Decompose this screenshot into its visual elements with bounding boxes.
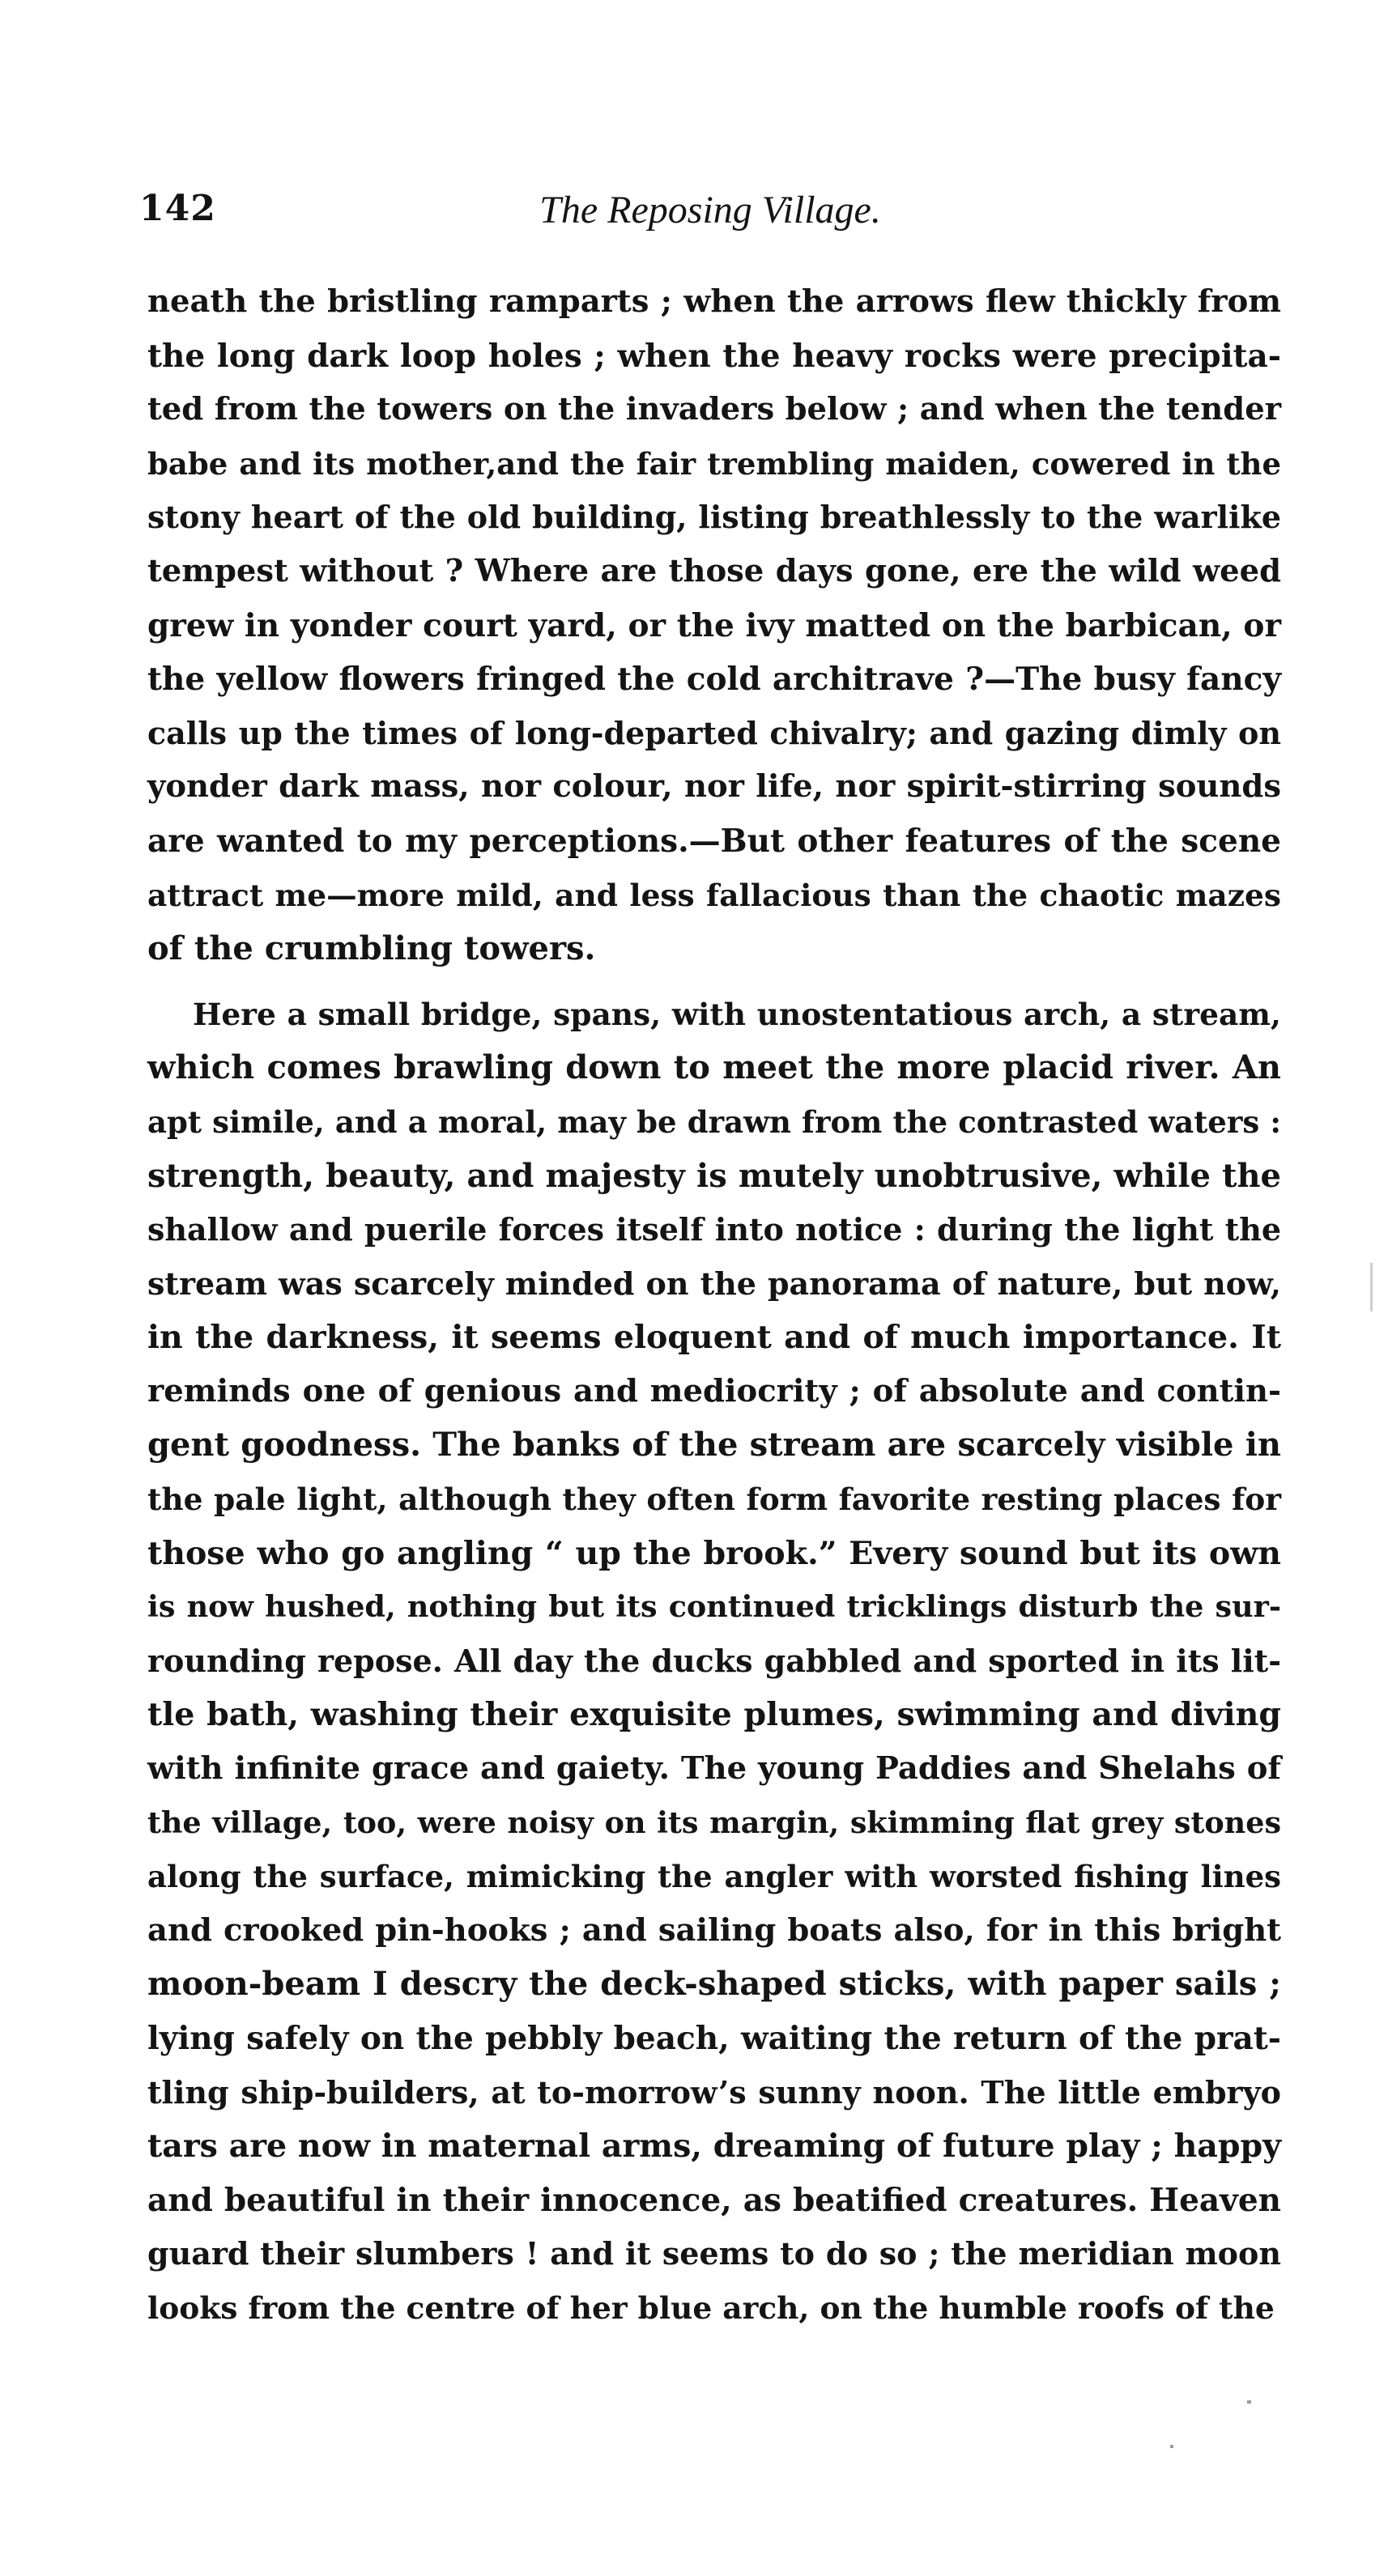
paragraph	[147, 275, 1281, 976]
text-line: attract me—more mild, and less fallacious than the chaotic mazes	[147, 877, 1281, 913]
text-line: which comes brawling down to meet the more placid river. An	[147, 1048, 1281, 1087]
text-line: guard their slumbers ! and it seems to do so ; the meridian moon	[147, 2235, 1281, 2272]
text-line: apt simile, and a moral, may be drawn from the contrasted waters :	[147, 1103, 1281, 1140]
text-line: tempest without ? Where are those days gone, ere the wild weed	[147, 552, 1281, 589]
text-line: tars are now in maternal arms, dreaming of future play ; happy	[147, 2128, 1282, 2166]
text-line: babe and its mother,and the fair trembling maiden, cowered in the	[147, 445, 1281, 482]
text-line: strength, beauty, and majesty is mutely unobtrusive, while the	[147, 1156, 1281, 1195]
text-line: ted from the towers on the invaders below ; and when the tender	[147, 391, 1281, 428]
text-line: tle bath, washing their exquisite plumes, swimming and diving	[147, 1696, 1281, 1734]
text-line: looks from the centre of her blue arch, on the humble roofs of the	[147, 2289, 1275, 2326]
text-line: reminds one of genious and mediocrity ; of absolute and contin-	[147, 1372, 1281, 1409]
text-line: are wanted to my perceptions.—But other features of the scene	[147, 822, 1281, 860]
text-line: those who go angling “ up the brook.” Every sound but its own	[147, 1534, 1281, 1572]
text-line: and crooked pin-hooks ; and sailing boats also, for in this bright	[147, 1911, 1281, 1949]
text-line: yonder dark mass, nor colour, nor life, nor spirit-stirring sounds	[147, 768, 1281, 806]
scan-speck	[1170, 2445, 1173, 2448]
text-line: Here a small bridge, spans, with unostentatious arch, a stream,	[193, 996, 1281, 1032]
text-line: calls up the times of long-departed chivalry; and gazing dimly on	[147, 714, 1281, 751]
text-line: and beautiful in their innocence, as beatified creatures. Heaven	[147, 2181, 1281, 2219]
text-line: with infinite grace and gaiety. The young Paddies and Shelahs of	[147, 1750, 1281, 1787]
text-line: in the darkness, it seems eloquent and of much importance. It	[147, 1319, 1281, 1357]
text-line: the long dark loop holes ; when the heavy rocks were precipita-	[147, 337, 1281, 375]
page-number: 142	[139, 188, 216, 229]
text-line: stony heart of the old building, listing breathlessly to the warlike	[147, 499, 1281, 536]
text-line: shallow and puerile forces itself into notice : during the light the	[147, 1211, 1281, 1248]
text-line: moon-beam I descry the deck-shaped sticks, with paper sails ;	[147, 1965, 1281, 2004]
text-line: is now hushed, nothing but its continued tricklings disturb the sur-	[147, 1589, 1281, 1625]
text-line: stream was scarcely minded on the panorama of nature, but now,	[147, 1265, 1281, 1302]
text-line: neath the bristling ramparts ; when the arrows flew thickly from	[147, 283, 1281, 320]
text-line: grew in yonder court yard, or the ivy matted on the barbican, or	[147, 606, 1281, 644]
running-title: The Reposing Village.	[539, 189, 881, 232]
paragraph-gap	[147, 976, 1281, 988]
text-line: the pale light, although they often form favorite resting places for	[147, 1481, 1281, 1518]
text-line: the village, too, were noisy on its margin, skimming flat grey stones	[147, 1804, 1281, 1840]
text-line: gent goodness. The banks of the stream are scarcely visible in	[147, 1426, 1281, 1464]
text-line: of the crumbling towers.	[147, 929, 596, 968]
body-text	[147, 275, 1281, 2336]
page-header	[139, 188, 1281, 244]
text-line: along the surface, mimicking the angler with worsted fishing lines	[147, 1859, 1281, 1895]
scan-speck	[1370, 1263, 1373, 1311]
paragraph	[147, 988, 1281, 2336]
text-line: tling ship-builders, at to-morrow’s sunny noon. The little embryo	[147, 2073, 1281, 2111]
text-line: lying safely on the pebbly beach, waiting the return of the prat-	[147, 2020, 1281, 2057]
text-line: rounding repose. All day the ducks gabbled and sported in its lit-	[147, 1642, 1281, 1679]
scan-speck	[1247, 2400, 1251, 2404]
text-line: the yellow flowers fringed the cold architrave ?—The busy fancy	[147, 661, 1281, 699]
